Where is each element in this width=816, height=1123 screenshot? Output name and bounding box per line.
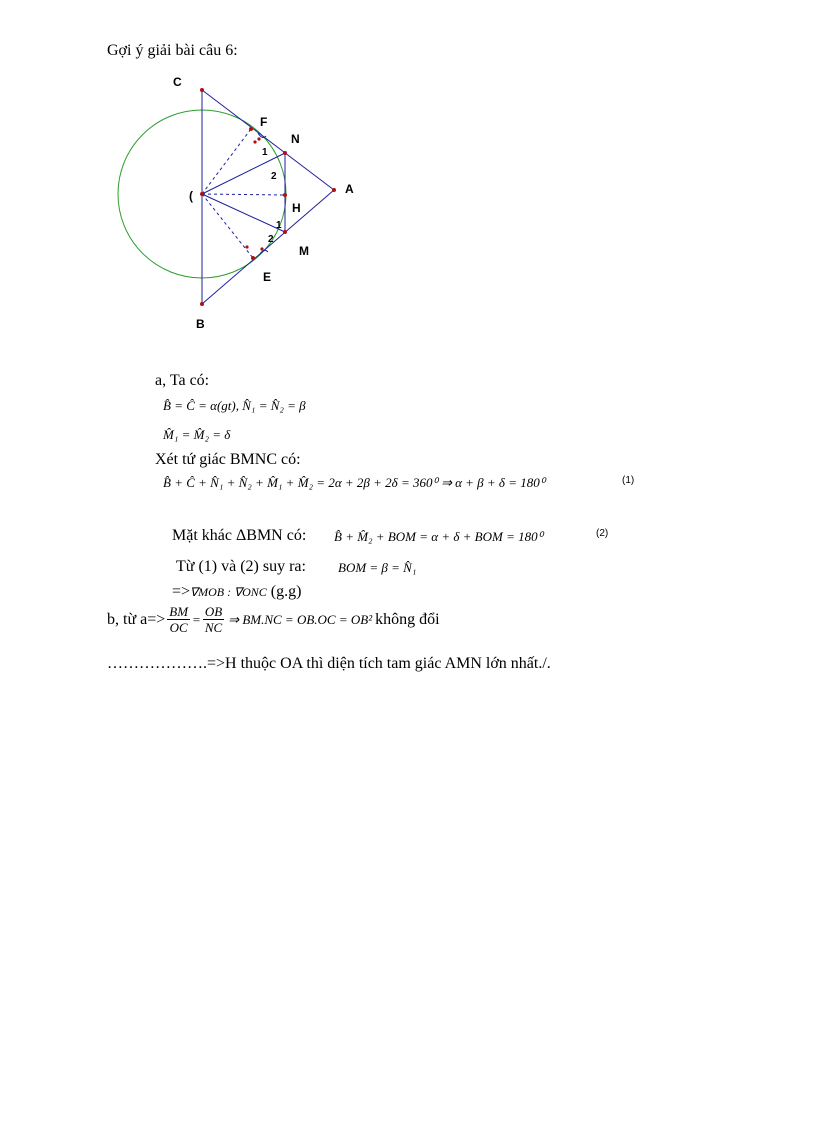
part-b-line — [107, 604, 440, 635]
tick-f2 — [253, 140, 256, 143]
label-m2: 2 — [268, 234, 274, 245]
fraction-ob-nc — [203, 604, 224, 635]
geometry-figure — [100, 70, 370, 340]
point-b — [200, 302, 204, 306]
part-b-suffix: không đổi — [375, 610, 440, 628]
point-n — [283, 151, 287, 155]
fraction-bm-oc — [167, 604, 190, 635]
fraction-1-numerator: BM — [169, 604, 189, 619]
label-n2: 2 — [271, 171, 277, 182]
equation-5: BOM = β = N̂₁ — [338, 560, 417, 575]
point-h — [283, 193, 287, 197]
equation-3: B̂ + Ĉ + N̂₁ + N̂₂ + M̂₁ + M̂₂ = 2α + 2β + 2δ = 360⁰ ⇒ α + β + δ = 180⁰ — [163, 475, 545, 490]
ref-1: (1) — [622, 475, 635, 486]
label-f: F — [260, 115, 268, 129]
from-text: Từ (1) và (2) suy ra: — [176, 558, 306, 575]
part-b-prefix: b, từ a=> — [107, 610, 166, 628]
fraction-2-numerator: OB — [204, 604, 223, 619]
equation-4: B̂ + M̂₂ + BOM = α + δ + BOM = 180⁰ — [334, 529, 543, 544]
equation-1: B̂ = Ĉ = α(gt), N̂₁ = N̂₂ = β — [163, 398, 306, 413]
ref-2: (2) — [596, 528, 609, 539]
similarity-prefix: => — [172, 583, 191, 600]
point-f — [249, 127, 253, 131]
label-n1: 1 — [262, 147, 268, 158]
other-text: Mặt khác ΔBMN có: — [172, 527, 307, 544]
heading: Gợi ý giải bài câu 6: — [107, 42, 238, 59]
label-h: H — [292, 201, 301, 215]
segment-oh — [202, 194, 285, 195]
point-a — [332, 188, 336, 192]
conclusion: ……………….=>H thuộc OA thì diện tích tam giác AMN lớn nhất./. — [107, 655, 551, 672]
label-e: E — [263, 270, 272, 284]
equation-2: M̂₁ = M̂₂ = δ — [163, 427, 231, 442]
segment-om — [202, 194, 285, 232]
part-a-intro: a, Ta có: — [155, 372, 210, 389]
similarity-line — [172, 583, 301, 601]
segment-of — [202, 129, 251, 194]
tick-e2 — [260, 247, 263, 250]
segment-ba — [202, 190, 334, 304]
label-m1: 1 — [276, 220, 282, 231]
label-o: ( — [189, 189, 193, 203]
label-b: B — [196, 317, 205, 331]
quad-text: Xét tứ giác BMNC có: — [155, 451, 301, 468]
tick-e1 — [245, 245, 248, 248]
label-m: M — [299, 244, 309, 258]
similarity-equation: ∇MOB : ∇ONC — [190, 585, 267, 599]
similarity-suffix: (g.g) — [270, 583, 302, 600]
equals-sign: = — [192, 611, 201, 627]
point-e — [251, 256, 255, 260]
part-b-equation: ⇒ BM.NC = OB.OC = OB² — [228, 611, 373, 627]
label-c: C — [173, 75, 182, 89]
label-n: N — [291, 132, 300, 146]
segment-ca — [202, 90, 334, 190]
tick-f1 — [257, 137, 260, 140]
segment-oe — [202, 194, 253, 258]
fraction-2-denominator: NC — [204, 620, 223, 635]
point-m — [283, 230, 287, 234]
point-o — [200, 192, 204, 196]
label-a: A — [345, 182, 354, 196]
point-c — [200, 88, 204, 92]
fraction-1-denominator: OC — [169, 620, 188, 635]
